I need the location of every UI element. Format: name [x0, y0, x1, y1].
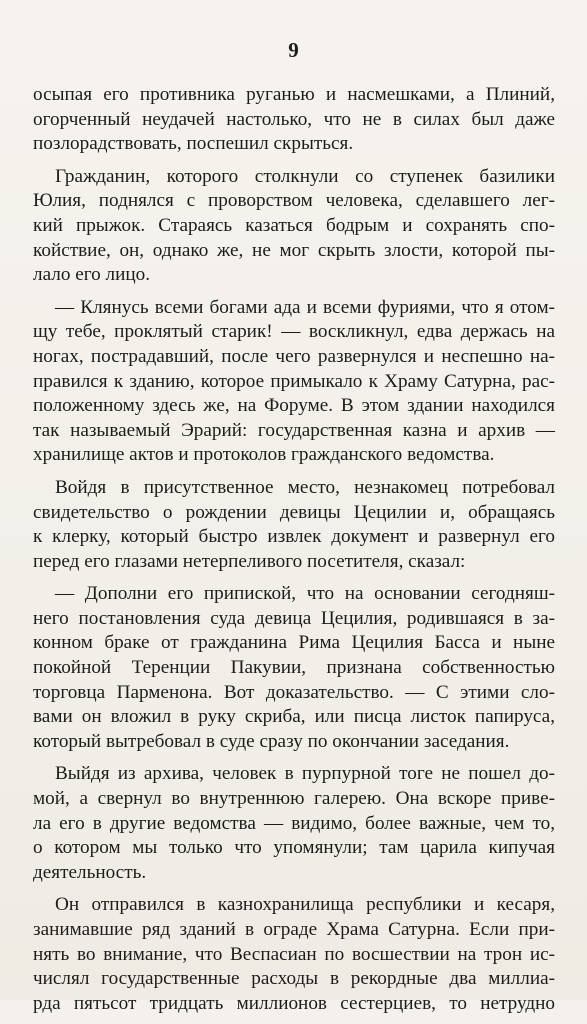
- text-line: который вытребовал в суде сразу по окончании заседания.: [33, 730, 510, 752]
- text-line: кий прыжок. Стараясь казаться бодрым и сохранять спо-: [33, 214, 555, 236]
- paragraph: [33, 476, 555, 574]
- text-line: числял государственные расходы в рекордные два миллиа-: [33, 968, 555, 990]
- text-line: вами он вложил в руку скриба, или писца листок папируса,: [33, 706, 555, 728]
- paragraph: [33, 165, 555, 288]
- paragraph: [33, 762, 555, 885]
- text-line: койствие, он, однако же, не мог скрыть злости, которой пы-: [33, 239, 555, 261]
- text-line: свидетельство о рождении девицы Цецилии и, обращаясь: [33, 501, 555, 523]
- paragraph: [33, 582, 555, 754]
- text-line: конном браке от гражданина Рима Цецилия Басса и ныне: [33, 632, 555, 654]
- text-line: щу тебе, проклятый старик! — воскликнул, едва держась на: [33, 321, 555, 343]
- text-line: хранилище актов и протоколов гражданского ведомства.: [33, 444, 495, 466]
- text-line: ногах, пострадавший, после чего развернулся и неспешно на-: [33, 345, 555, 367]
- text-line: Гражданин, которого столкнули со ступенек базилики: [55, 165, 555, 187]
- text-line: занимавшие ряд зданий в ограде Храма Сатурна. Если при-: [33, 919, 555, 940]
- text-line: правился к зданию, которое примыкало к Храму Сатурна, рас-: [33, 370, 555, 392]
- text-line: рда пятьсот тридцать миллионов сестерциев, то нетрудно: [33, 992, 555, 1014]
- text-line: огорченный неудачей настолько, что не в силах был даже: [33, 108, 555, 130]
- text-line: торговца Парменона. Вот доказательство. — С этими сло-: [33, 681, 555, 703]
- text-line: Выйдя из архива, человек в пурпурной тоге не пошел до-: [55, 763, 555, 785]
- text-line: ла его в другие ведомства — видимо, более важные, чем то,: [33, 812, 555, 834]
- text-line: к клерку, который быстро извлек документ и развернул его: [33, 526, 555, 548]
- text-line: мой, а свернул во внутреннюю галерею. Она вскоре приве-: [33, 788, 555, 810]
- text-line: нять во внимание, что Веспасиан по восшествии на трон ис-: [33, 943, 555, 965]
- text-line: положенному здесь же, на Форуме. В этом здании находился: [33, 395, 555, 417]
- paragraph: [33, 83, 555, 157]
- body-text: [33, 83, 555, 1024]
- text-line: лало его лицо.: [33, 264, 151, 286]
- text-line: покойной Теренции Пакувии, признана собственностью: [33, 657, 555, 679]
- text-line: осыпая его противника руганью и насмешками, а Плиний,: [33, 84, 555, 105]
- page-number: 9: [288, 38, 299, 62]
- text-line: так называемый Эрарий: государственная казна и архив —: [33, 419, 555, 441]
- text-line: — Клянусь всеми богами ада и всеми фуриями, что я отом-: [55, 296, 555, 318]
- text-line: Юлия, поднялся с проворством человека, сделавшего лег-: [33, 190, 555, 212]
- text-line: Он отправился в казнохранилища республики и кесаря,: [55, 894, 555, 916]
- text-line: позлорадствовать, поспешил скрыться.: [33, 133, 354, 155]
- text-line: деятельность.: [33, 861, 147, 883]
- text-line: — Дополни его припиской, что на основании сегодняш-: [55, 583, 555, 605]
- text-line: перед его глазами нетерпеливого посетителя, сказал:: [33, 550, 466, 572]
- paragraph: [33, 296, 555, 468]
- text-line: Войдя в присутственное место, незнакомец потребовал: [55, 476, 555, 498]
- text-line: о котором мы только что упомянули; там царила кипучая: [33, 837, 555, 859]
- text-line: него постановления суда девица Цецилия, родившаяся в за-: [33, 607, 555, 629]
- paragraph: [33, 893, 555, 1016]
